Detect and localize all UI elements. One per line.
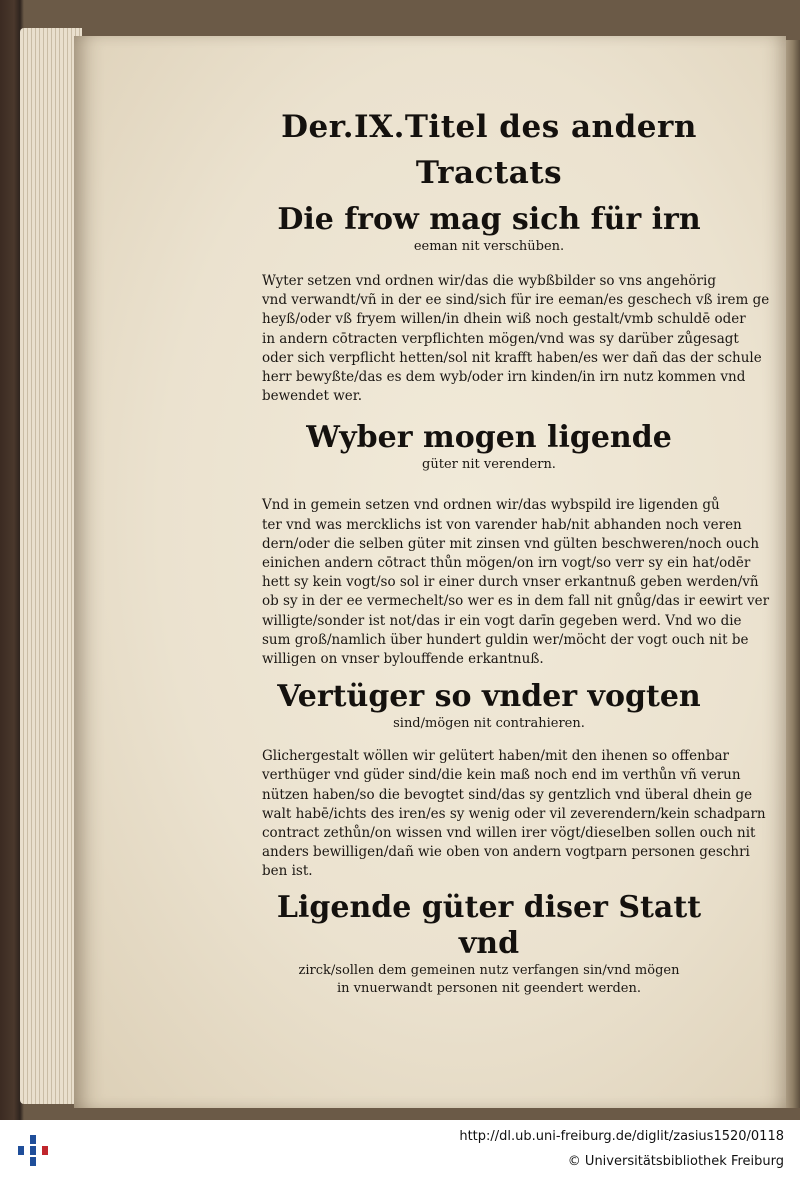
source-url-link[interactable]: http://dl.ub.uni-freiburg.de/diglit/zasius1520/0118	[459, 1129, 784, 1144]
text-line: anders bewilligen/dañ wie oben von andern vogtparn personen geschri	[262, 844, 750, 861]
text-line: hett sy kein vogt/so sol ir einer durch vnser erkantnuß geben werden/vñ	[262, 574, 759, 591]
text-line: contract zethůn/on wissen vnd willen irer vögt/dieselben sollen ouch nit	[262, 825, 756, 842]
section-heading: Wyber mogen ligende	[306, 420, 672, 456]
page-title: Der.IX.Titel des andern Tractats	[281, 109, 697, 191]
text-line: ben ist.	[262, 863, 313, 880]
text-line: vnd verwandt/vñ in der ee sind/sich für ire eeman/es geschech vß irem ge	[262, 292, 770, 309]
text-line: Vnd in gemein setzen vnd ordnen wir/das wybspild ire ligenden gů	[262, 497, 720, 514]
text-line: sum groß/namlich über hundert guldin wer/möcht der vogt ouch nit be	[262, 631, 749, 648]
text-line: willigte/sonder ist not/das ir ein vogt darīn gegeben werd. Vnd wo die	[262, 612, 742, 629]
book-page-edges	[20, 28, 82, 1104]
section-subheading: in vnuerwandt personen nit geendert werden.	[337, 980, 641, 996]
text-line: herr bewyßte/das es dem wyb/oder irn kinden/in irn nutz kommen vnd	[262, 369, 746, 386]
text-line: nützen haben/so die bevogtet sind/das sy gentzlich vnd überal dhein ge	[262, 786, 753, 803]
text-line: in andern cōtracten verpflichten mögen/vnd was sy darüber zůgesagt	[262, 330, 739, 347]
text-line: Glichergestalt wöllen wir gelütert haben/mit den ihenen so offenbar	[262, 748, 729, 765]
section-subheading: sind/mögen nit contrahieren.	[393, 716, 585, 732]
ub-freiburg-logo-icon	[16, 1133, 50, 1167]
section-subheading: zirck/sollen dem gemeinen nutz verfangen sin/vnd mögen	[298, 962, 680, 978]
text-line: ter vnd was mercklichs ist von varender hab/nit abhanden noch veren	[262, 516, 742, 533]
text-line: oder sich verpflicht hetten/sol nit krafft haben/es wer dañ das der schule	[262, 349, 762, 366]
section-heading: Ligende güter diser Statt vnd	[276, 889, 702, 961]
text-line: walt habē/ichts des iren/es sy wenig oder vil zeverendern/kein schadparn	[262, 805, 766, 822]
section-paragraph	[262, 747, 766, 881]
text-line: dern/oder die selben güter mit zinsen vnd gülten beschweren/noch ouch	[262, 535, 760, 552]
section-subheading: eeman nit verschüben.	[413, 239, 565, 254]
section-paragraph	[262, 272, 770, 406]
section-paragraph	[262, 496, 770, 669]
section-heading: Vertüger so vnder vogten	[277, 679, 701, 715]
text-line: bewendet wer.	[262, 388, 363, 405]
section-subheading: güter nit verendern.	[422, 457, 556, 473]
text-line: willigen on vnser bylouffende erkantnuß.	[262, 651, 544, 668]
section-heading: Die frow mag sich für irn	[277, 202, 701, 237]
text-line: ob sy in der ee vermechelt/so wer es in dem fall nit gnůg/das ir eewirt ver	[262, 593, 770, 610]
text-line: verthüger vnd güder sind/die kein maß noch end im verthůn vñ verun	[262, 767, 741, 784]
text-line: Wyter setzen vnd ordnen wir/das die wybßbilder so vns angehörig	[262, 273, 716, 289]
viewer-footer	[0, 1120, 800, 1179]
text-line: heyß/oder vß fryem willen/in dhein wiß noch gestalt/vmb schuldē oder	[262, 311, 746, 328]
text-line: einichen andern cōtract thůn mögen/on irn vogt/so verr sy ein hat/odēr	[262, 555, 751, 572]
page-text	[262, 104, 770, 998]
copyright-text: © Universitätsbibliothek Freiburg	[567, 1154, 784, 1169]
